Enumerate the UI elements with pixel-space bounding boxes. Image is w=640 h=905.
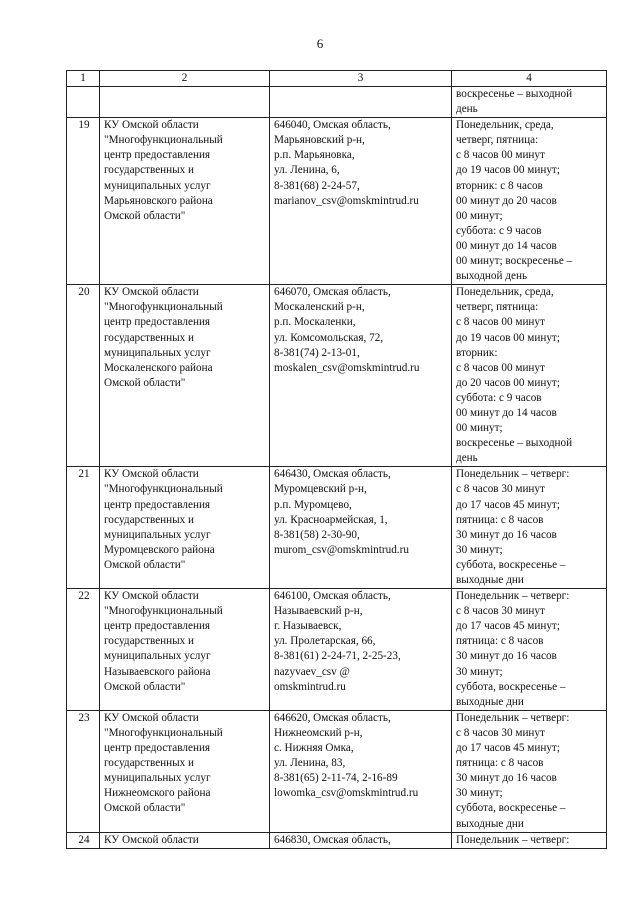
institution-name: КУ Омской области: [100, 832, 270, 848]
working-hours: Понедельник – четверг: с 8 часов 30 минут до 17 часов 45 минут; пятница: с 8 часов 30 минут до 16 часов 30 минут; суббота, воскресенье – выходные дни: [452, 589, 607, 711]
table-row: [67, 467, 607, 589]
institution-address: 646430, Омская область, Муромцевский р-н, р.п. Муромцево, ул. Красноармейская, 1, 8-381(58) 2-30-90, murom_csv@omskmintrud.ru: [270, 467, 452, 589]
table-row: [67, 87, 607, 118]
mfc-table: [66, 70, 607, 849]
working-hours: Понедельник, среда, четверг, пятница: с 8 часов 00 минут до 19 часов 00 минут; вторник: с 8 часов 00 минут до 20 часов 00 минут; суббота: с 9 часов 00 минут до 14 часов 00 минут; воскресенье – выходной день: [452, 118, 607, 285]
column-header-2: 2: [100, 71, 270, 87]
working-hours: воскресенье – выходной день: [452, 87, 607, 118]
institution-address: 646620, Омская область, Нижнеомский р-н, с. Нижняя Омка, ул. Ленина, 83, 8-381(65) 2-11-74, 2-16-89 lowomka_csv@omskmintrud.ru: [270, 710, 452, 832]
column-header-4: 4: [452, 71, 607, 87]
working-hours: Понедельник, среда, четверг, пятница: с 8 часов 00 минут до 19 часов 00 минут; вторник: с 8 часов 00 минут до 20 часов 00 минут; суббота: с 9 часов 00 минут до 14 часов 00 минут; воскресенье – выходной день: [452, 285, 607, 467]
table-row: [67, 118, 607, 285]
institution-address: 646040, Омская область, Марьяновский р-н, р.п. Марьяновка, ул. Ленина, 6, 8-381(68) 2-24-57, marianov_csv@omskmintrud.ru: [270, 118, 452, 285]
column-header-3: 3: [270, 71, 452, 87]
institution-name: КУ Омской области "Многофункциональный центр предоставления государственных и муниципальных услуг Нижнеомского района Омской области": [100, 710, 270, 832]
working-hours: Понедельник – четверг: с 8 часов 30 минут до 17 часов 45 минут; пятница: с 8 часов 30 минут до 16 часов 30 минут; суббота, воскресенье – выходные дни: [452, 710, 607, 832]
institution-name: КУ Омской области "Многофункциональный центр предоставления государственных и муниципальных услуг Называевского района Омской области": [100, 589, 270, 711]
row-number: 23: [67, 710, 100, 832]
row-number: [67, 87, 100, 118]
table-row: [67, 285, 607, 467]
column-header-1: 1: [67, 71, 100, 87]
row-number: 22: [67, 589, 100, 711]
column-number-row: [67, 71, 607, 87]
institution-name: КУ Омской области "Многофункциональный центр предоставления государственных и муниципальных услуг Москаленского района Омской области": [100, 285, 270, 467]
institution-name: КУ Омской области "Многофункциональный центр предоставления государственных и муниципальных услуг Муромцевского района Омской области": [100, 467, 270, 589]
institution-address: 646100, Омская область, Называевский р-н, г. Называевск, ул. Пролетарская, 66, 8-381(61) 2-24-71, 2-25-23, nazyvaev_csv @ omskmintrud.ru: [270, 589, 452, 711]
institution-address: 646830, Омская область,: [270, 832, 452, 848]
page-number: 6: [316, 36, 324, 51]
row-number: 19: [67, 118, 100, 285]
table-row: [67, 832, 607, 848]
institution-address: 646070, Омская область, Москаленский р-н, р.п. Москаленки, ул. Комсомольская, 72, 8-381(74) 2-13-01, moskalen_csv@omskmintrud.ru: [270, 285, 452, 467]
institution-address: [270, 87, 452, 118]
row-number: 21: [67, 467, 100, 589]
working-hours: Понедельник – четверг: с 8 часов 30 минут до 17 часов 45 минут; пятница: с 8 часов 30 минут до 16 часов 30 минут; суббота, воскресенье – выходные дни: [452, 467, 607, 589]
table-row: [67, 710, 607, 832]
institution-name: [100, 87, 270, 118]
institution-name: КУ Омской области "Многофункциональный центр предоставления государственных и муниципальных услуг Марьяновского района Омской области": [100, 118, 270, 285]
row-number: 20: [67, 285, 100, 467]
working-hours: Понедельник – четверг:: [452, 832, 607, 848]
table-row: [67, 589, 607, 711]
row-number: 24: [67, 832, 100, 848]
